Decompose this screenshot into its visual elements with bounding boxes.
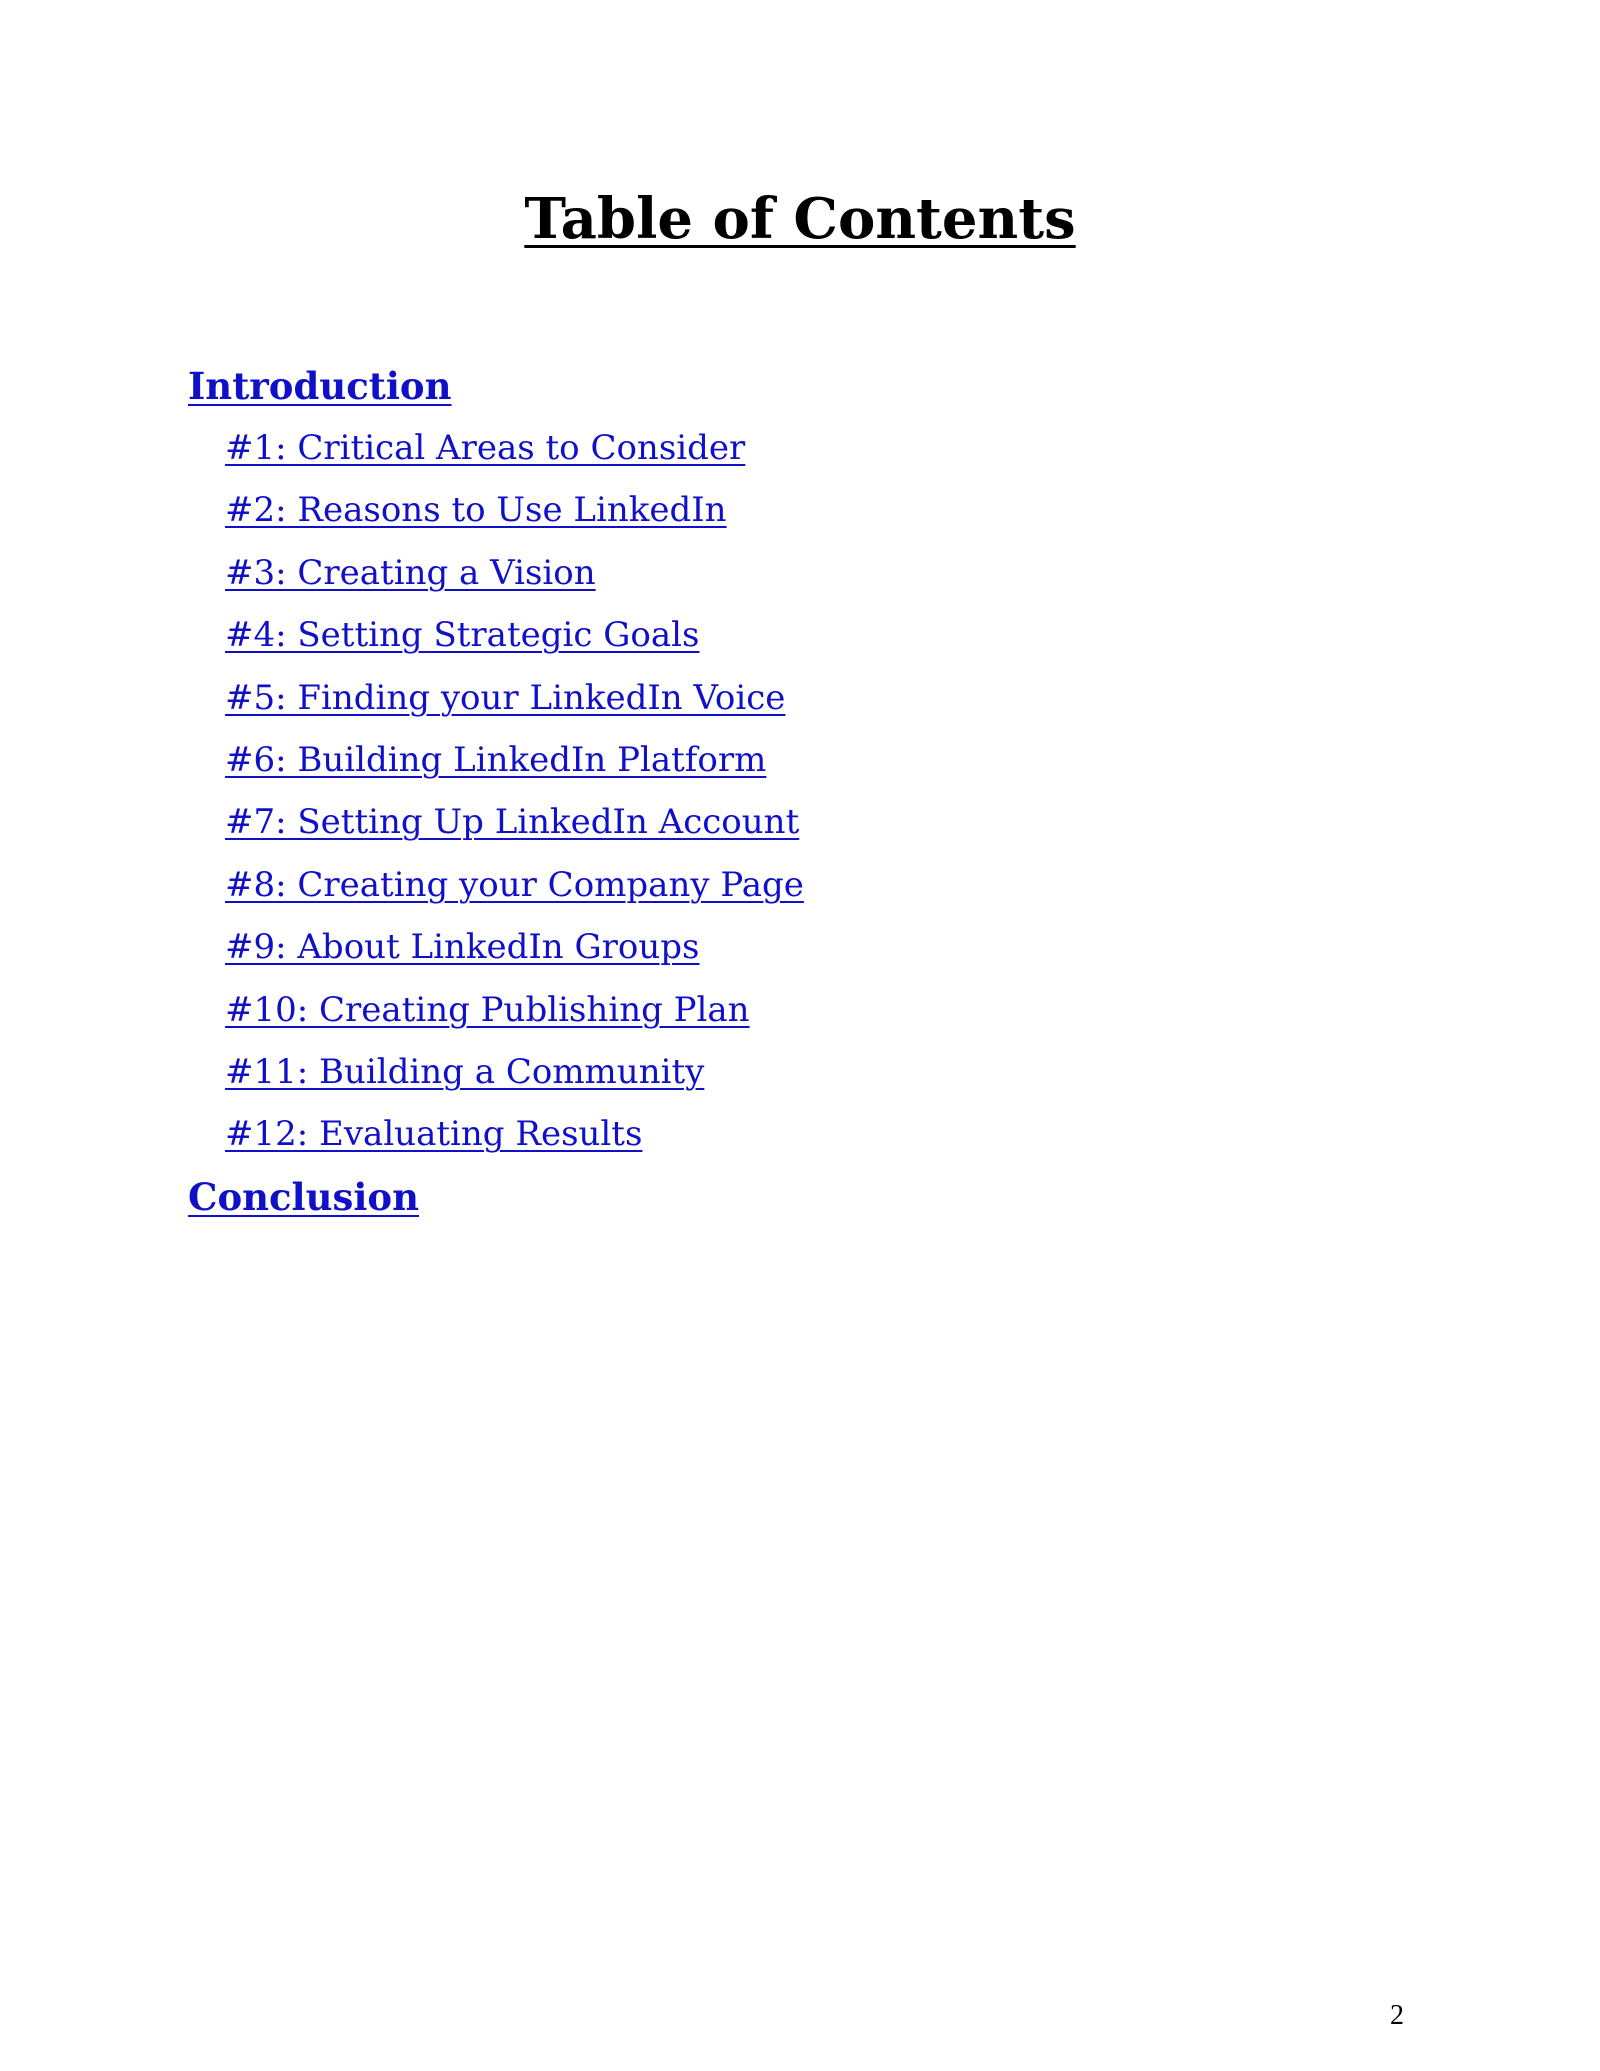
- toc-link-chapter-10[interactable]: #10: Creating Publishing Plan: [225, 989, 750, 1030]
- table-of-contents: [188, 355, 804, 1228]
- toc-link-chapter-2[interactable]: #2: Reasons to Use LinkedIn: [225, 490, 727, 531]
- toc-link-introduction[interactable]: Introduction: [188, 364, 452, 408]
- toc-link-chapter-4[interactable]: #4: Setting Strategic Goals: [225, 615, 700, 656]
- toc-link-chapter-12[interactable]: #12: Evaluating Results: [225, 1114, 643, 1155]
- toc-link-chapter-3[interactable]: #3: Creating a Vision: [225, 552, 596, 593]
- page-title: [0, 183, 1600, 255]
- toc-link-chapter-6[interactable]: #6: Building LinkedIn Platform: [225, 739, 767, 780]
- toc-link-chapter-9[interactable]: #9: About LinkedIn Groups: [225, 927, 700, 968]
- page-number: 2: [1390, 2000, 1404, 2031]
- toc-link-chapter-1[interactable]: #1: Critical Areas to Consider: [225, 428, 746, 468]
- page-title-text: Table of Contents: [524, 186, 1076, 252]
- toc-link-chapter-8[interactable]: #8: Creating your Company Page: [225, 864, 804, 905]
- toc-link-chapter-7[interactable]: #7: Setting Up LinkedIn Account: [225, 802, 800, 843]
- toc-link-chapter-11[interactable]: #11: Building a Community: [225, 1051, 705, 1092]
- toc-link-conclusion[interactable]: Conclusion: [188, 1174, 419, 1219]
- toc-link-chapter-5[interactable]: #5: Finding your LinkedIn Voice: [225, 677, 786, 718]
